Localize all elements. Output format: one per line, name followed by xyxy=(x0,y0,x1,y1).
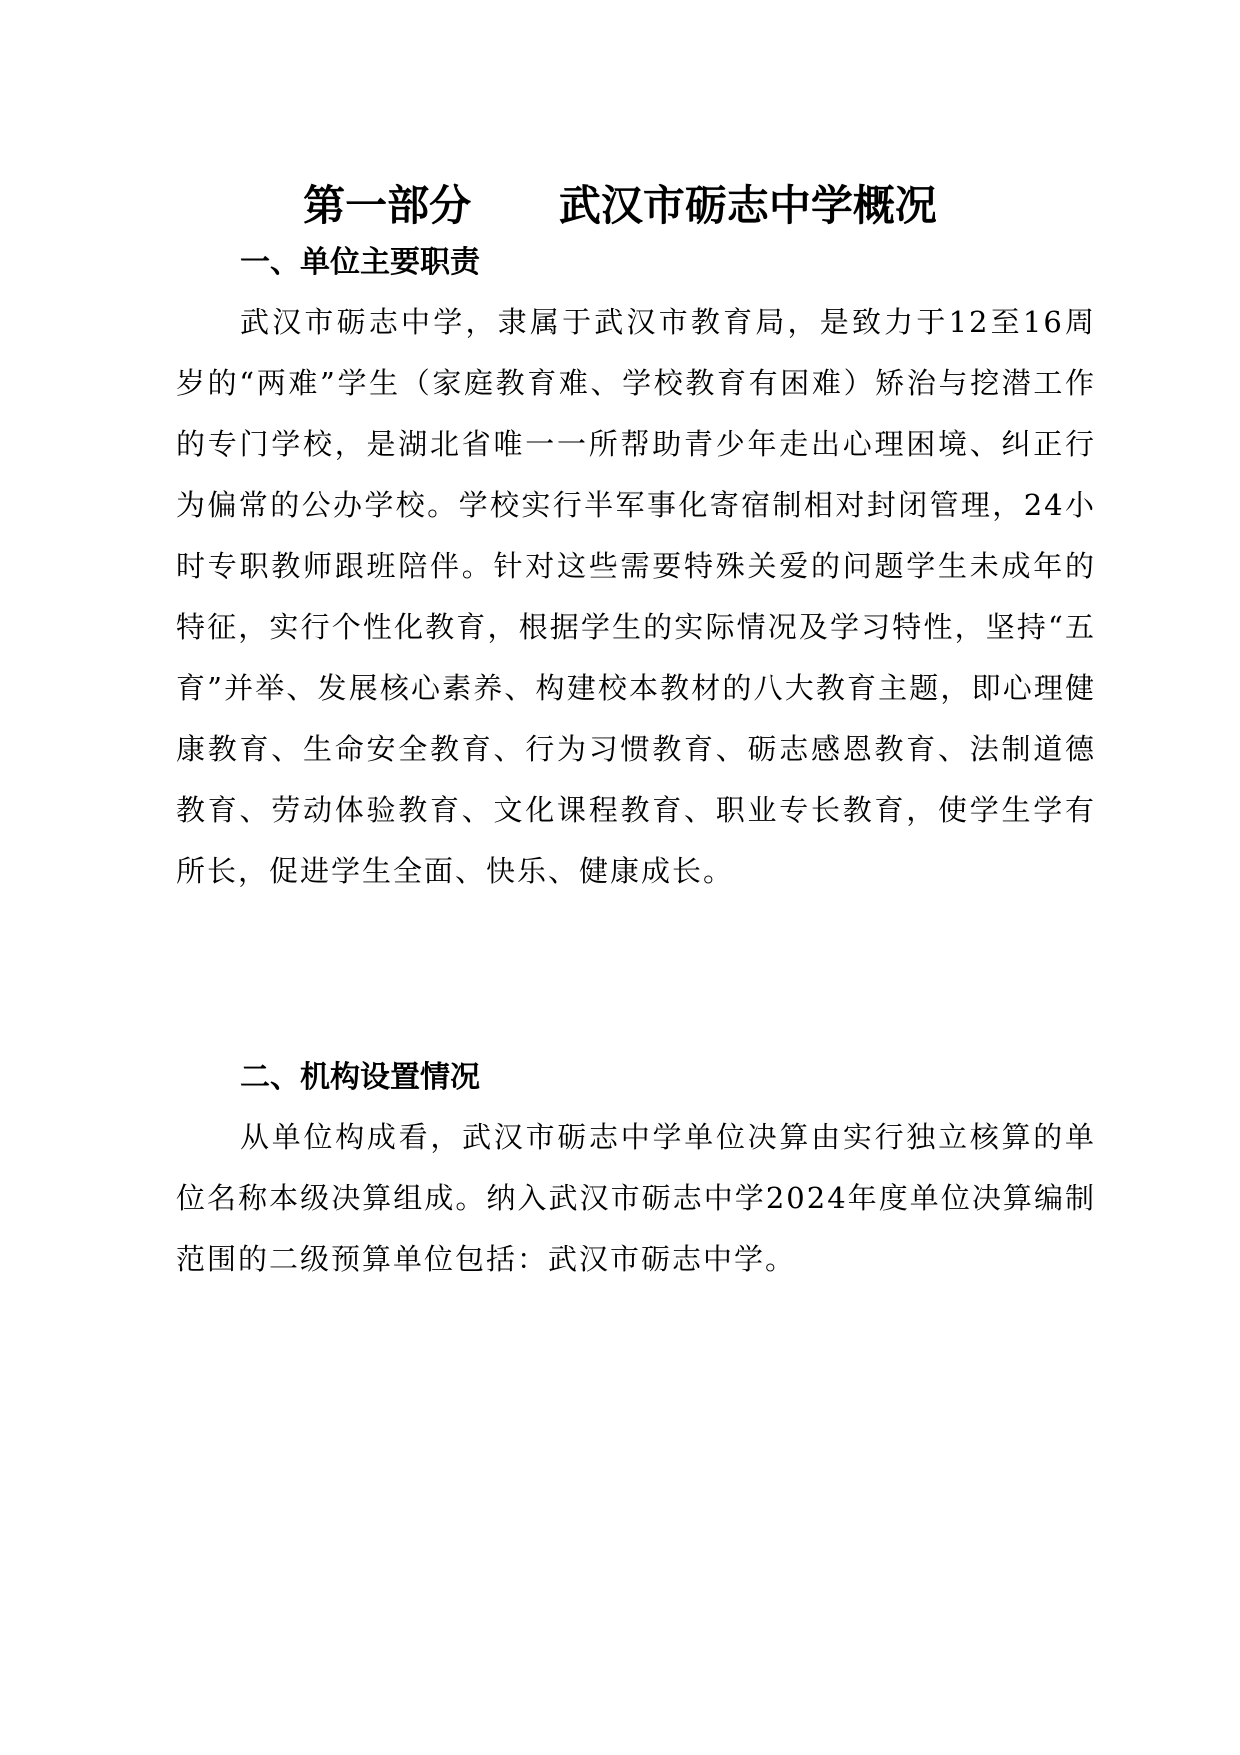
paragraph-organization: 从单位构成看，武汉市砺志中学单位决算由实行独立核算的单位名称本级决算组成。纳入武汉市砺志中学2024年度单位决算编制范围的二级预算单位包括：武汉市砺志中学。 xyxy=(176,1120,1096,1276)
section-heading-organization: 二、机构设置情况 xyxy=(240,1060,480,1095)
paragraph-main-duties: 武汉市砺志中学，隶属于武汉市教育局，是致力于12至16周岁的“两难”学生（家庭教育难、学校教育有困难）矫治与挖潜工作的专门学校，是湖北省唯一一所帮助青少年走出心理困境、纠正行为偏常的公办学校。学校实行半军事化寄宿制相对封闭管理，24小时专职教师跟班陪伴。针对这些需要特殊关爱的问题学生未成年的特征，实行个性化教育，根据学生的实际情况及学习特性，坚持“五育”并举、发展核心素养、构建校本教材的八大教育主题，即心理健康教育、生命安全教育、行为习惯教育、砺志感恩教育、法制道德教育、劳动体验教育、文化课程教育、职业专长教育，使学生学有所长，促进学生全面、快乐、健康成长。 xyxy=(176,305,1096,888)
section-main-duties xyxy=(176,238,1096,902)
section-organization xyxy=(176,1053,1096,1290)
section-heading-main-duties: 一、单位主要职责 xyxy=(240,245,480,280)
page-title: 第一部分 武汉市砺志中学概况 xyxy=(303,181,937,231)
